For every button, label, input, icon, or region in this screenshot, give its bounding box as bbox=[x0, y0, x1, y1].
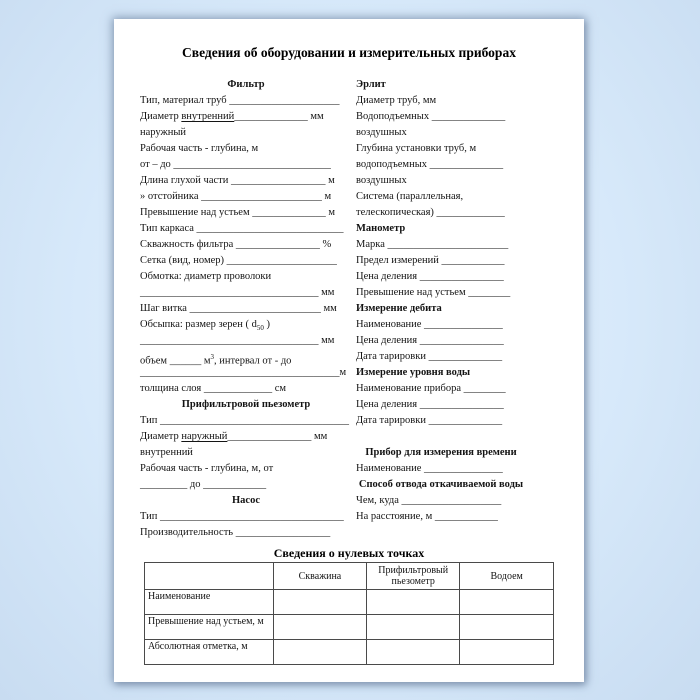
form-line: Наименование _______________ bbox=[356, 463, 503, 474]
section-header-water-level: Измерение уровня воды bbox=[356, 367, 471, 378]
form-line: Сетка (вид, номер) _____________________ bbox=[140, 255, 337, 266]
table-cell bbox=[273, 640, 366, 665]
table-cell bbox=[367, 640, 460, 665]
superscript: 3 bbox=[210, 353, 214, 361]
form-line: Цена деления ________________ bbox=[356, 335, 504, 346]
form-line: Система (параллельная, bbox=[356, 191, 464, 202]
underlined-word: внутренний bbox=[181, 111, 235, 122]
zero-points-table bbox=[144, 562, 554, 665]
subscript: 50 bbox=[256, 324, 264, 333]
table-cell bbox=[367, 615, 460, 640]
table-row bbox=[145, 590, 554, 615]
zero-points-title: Сведения о нулевых точках bbox=[273, 546, 425, 560]
table-cell bbox=[273, 615, 366, 640]
row-label: Наименование bbox=[145, 590, 274, 615]
form-line: Обмотка: диаметр проволоки bbox=[140, 271, 272, 282]
form-line: Производительность __________________ bbox=[140, 527, 331, 538]
field-label: объем ______ м bbox=[140, 355, 211, 367]
table-row bbox=[145, 640, 554, 665]
form-line: Чем, куда ___________________ bbox=[356, 495, 502, 506]
column-header-reservoir: Водоем bbox=[460, 563, 554, 590]
form-line: Длина глухой части __________________ м bbox=[140, 175, 335, 186]
table-cell bbox=[273, 590, 366, 615]
document-title: Сведения об оборудовании и измерительных приборах bbox=[182, 45, 516, 60]
row-label: Превышение над устьем, м bbox=[145, 615, 274, 640]
form-line: от – до ______________________________ bbox=[140, 159, 331, 170]
section-header-time-device: Прибор для измерения времени bbox=[365, 447, 517, 458]
section-header-water-removal: Способ отвода откачиваемой воды bbox=[358, 479, 524, 490]
form-line bbox=[140, 317, 352, 333]
form-line: Наименование _______________ bbox=[356, 319, 503, 330]
form-line: Шаг витка _________________________ мм bbox=[140, 303, 337, 314]
table-cell bbox=[367, 590, 460, 615]
section-header-flow-measurement: Измерение дебита bbox=[356, 303, 442, 314]
form-line: Тип ____________________________________ bbox=[140, 415, 350, 426]
table-cell bbox=[460, 640, 554, 665]
form-line: Предел измерений ____________ bbox=[356, 255, 505, 266]
table-row bbox=[145, 615, 554, 640]
form-line: Цена деления ________________ bbox=[356, 399, 504, 410]
form-line: Тип ___________________________________ bbox=[140, 511, 344, 522]
form-line: Глубина установки труб, м bbox=[356, 143, 477, 154]
form-line: Наименование прибора ________ bbox=[356, 383, 506, 394]
form-line: Цена деления ________________ bbox=[356, 271, 504, 282]
table-cell bbox=[460, 615, 554, 640]
form-line: воздушных bbox=[356, 175, 407, 186]
form-line bbox=[140, 429, 352, 445]
field-label: , интервал от - до bbox=[213, 355, 292, 367]
airlift-column bbox=[356, 77, 526, 525]
form-line: толщина слоя _____________ см bbox=[140, 383, 286, 394]
form-line: Диаметр труб, мм bbox=[356, 95, 437, 106]
section-header-piezometer: Прифильтровой пьезометр bbox=[181, 399, 311, 410]
section-header-manometer: Манометр bbox=[356, 223, 406, 234]
field-label: Обсыпка: размер зерен ( d bbox=[140, 319, 257, 330]
table-cell bbox=[460, 590, 554, 615]
form-line bbox=[140, 349, 352, 365]
form-line: Дата тарировки ______________ bbox=[356, 415, 503, 426]
underlined-word: наружный bbox=[181, 431, 228, 442]
form-line: Тип каркаса ____________________________ bbox=[140, 223, 344, 234]
form-line: телескопическая) _____________ bbox=[356, 207, 505, 218]
filter-column bbox=[140, 77, 352, 541]
field-label: ) bbox=[263, 319, 270, 330]
form-line: воздушных bbox=[356, 127, 407, 138]
form-line: __________________________________ мм bbox=[140, 287, 335, 298]
table-header-row bbox=[145, 563, 554, 590]
field-label: Диаметр bbox=[140, 111, 182, 122]
form-line: водоподъемных ______________ bbox=[356, 159, 504, 170]
row-label: Абсолютная отметка, м bbox=[145, 640, 274, 665]
form-line: Дата тарировки ______________ bbox=[356, 351, 503, 362]
form-line: Водоподъемных ______________ bbox=[356, 111, 506, 122]
field-label: Диаметр bbox=[140, 431, 182, 442]
form-line: Рабочая часть - глубина, м, от bbox=[140, 463, 274, 474]
spacer-line bbox=[356, 429, 526, 445]
column-header-piezometer: Прифильтровый пьезометр bbox=[367, 563, 460, 590]
form-line: __________________________________ мм bbox=[140, 335, 335, 346]
form-line: Скважность фильтра ________________ % bbox=[140, 239, 332, 250]
form-line: Марка _______________________ bbox=[356, 239, 509, 250]
document-page bbox=[114, 19, 584, 682]
section-header-pump: Насос bbox=[232, 495, 260, 506]
form-line: Превышение над устьем ________ bbox=[356, 287, 511, 298]
form-line: » отстойника _______________________ м bbox=[140, 191, 332, 202]
form-line bbox=[140, 109, 352, 125]
section-header-filter: Фильтр bbox=[227, 79, 265, 90]
form-line: Превышение над устьем ______________ м bbox=[140, 207, 336, 218]
form-line: Тип, материал труб _____________________ bbox=[140, 95, 340, 106]
form-line: Рабочая часть - глубина, м bbox=[140, 143, 259, 154]
table-corner-cell bbox=[145, 563, 274, 590]
form-line: наружный bbox=[140, 127, 187, 138]
form-line: внутренний bbox=[140, 447, 193, 458]
form-line: _________ до ____________ bbox=[140, 479, 267, 490]
column-header-well: Скважина bbox=[273, 563, 366, 590]
form-line: На расстояние, м ____________ bbox=[356, 511, 498, 522]
field-blank: ______________ мм bbox=[234, 111, 324, 122]
field-blank: ________________ мм bbox=[227, 431, 328, 442]
form-line: ______________________________________м bbox=[140, 367, 347, 378]
section-header-airlift: Эрлит bbox=[356, 79, 386, 90]
